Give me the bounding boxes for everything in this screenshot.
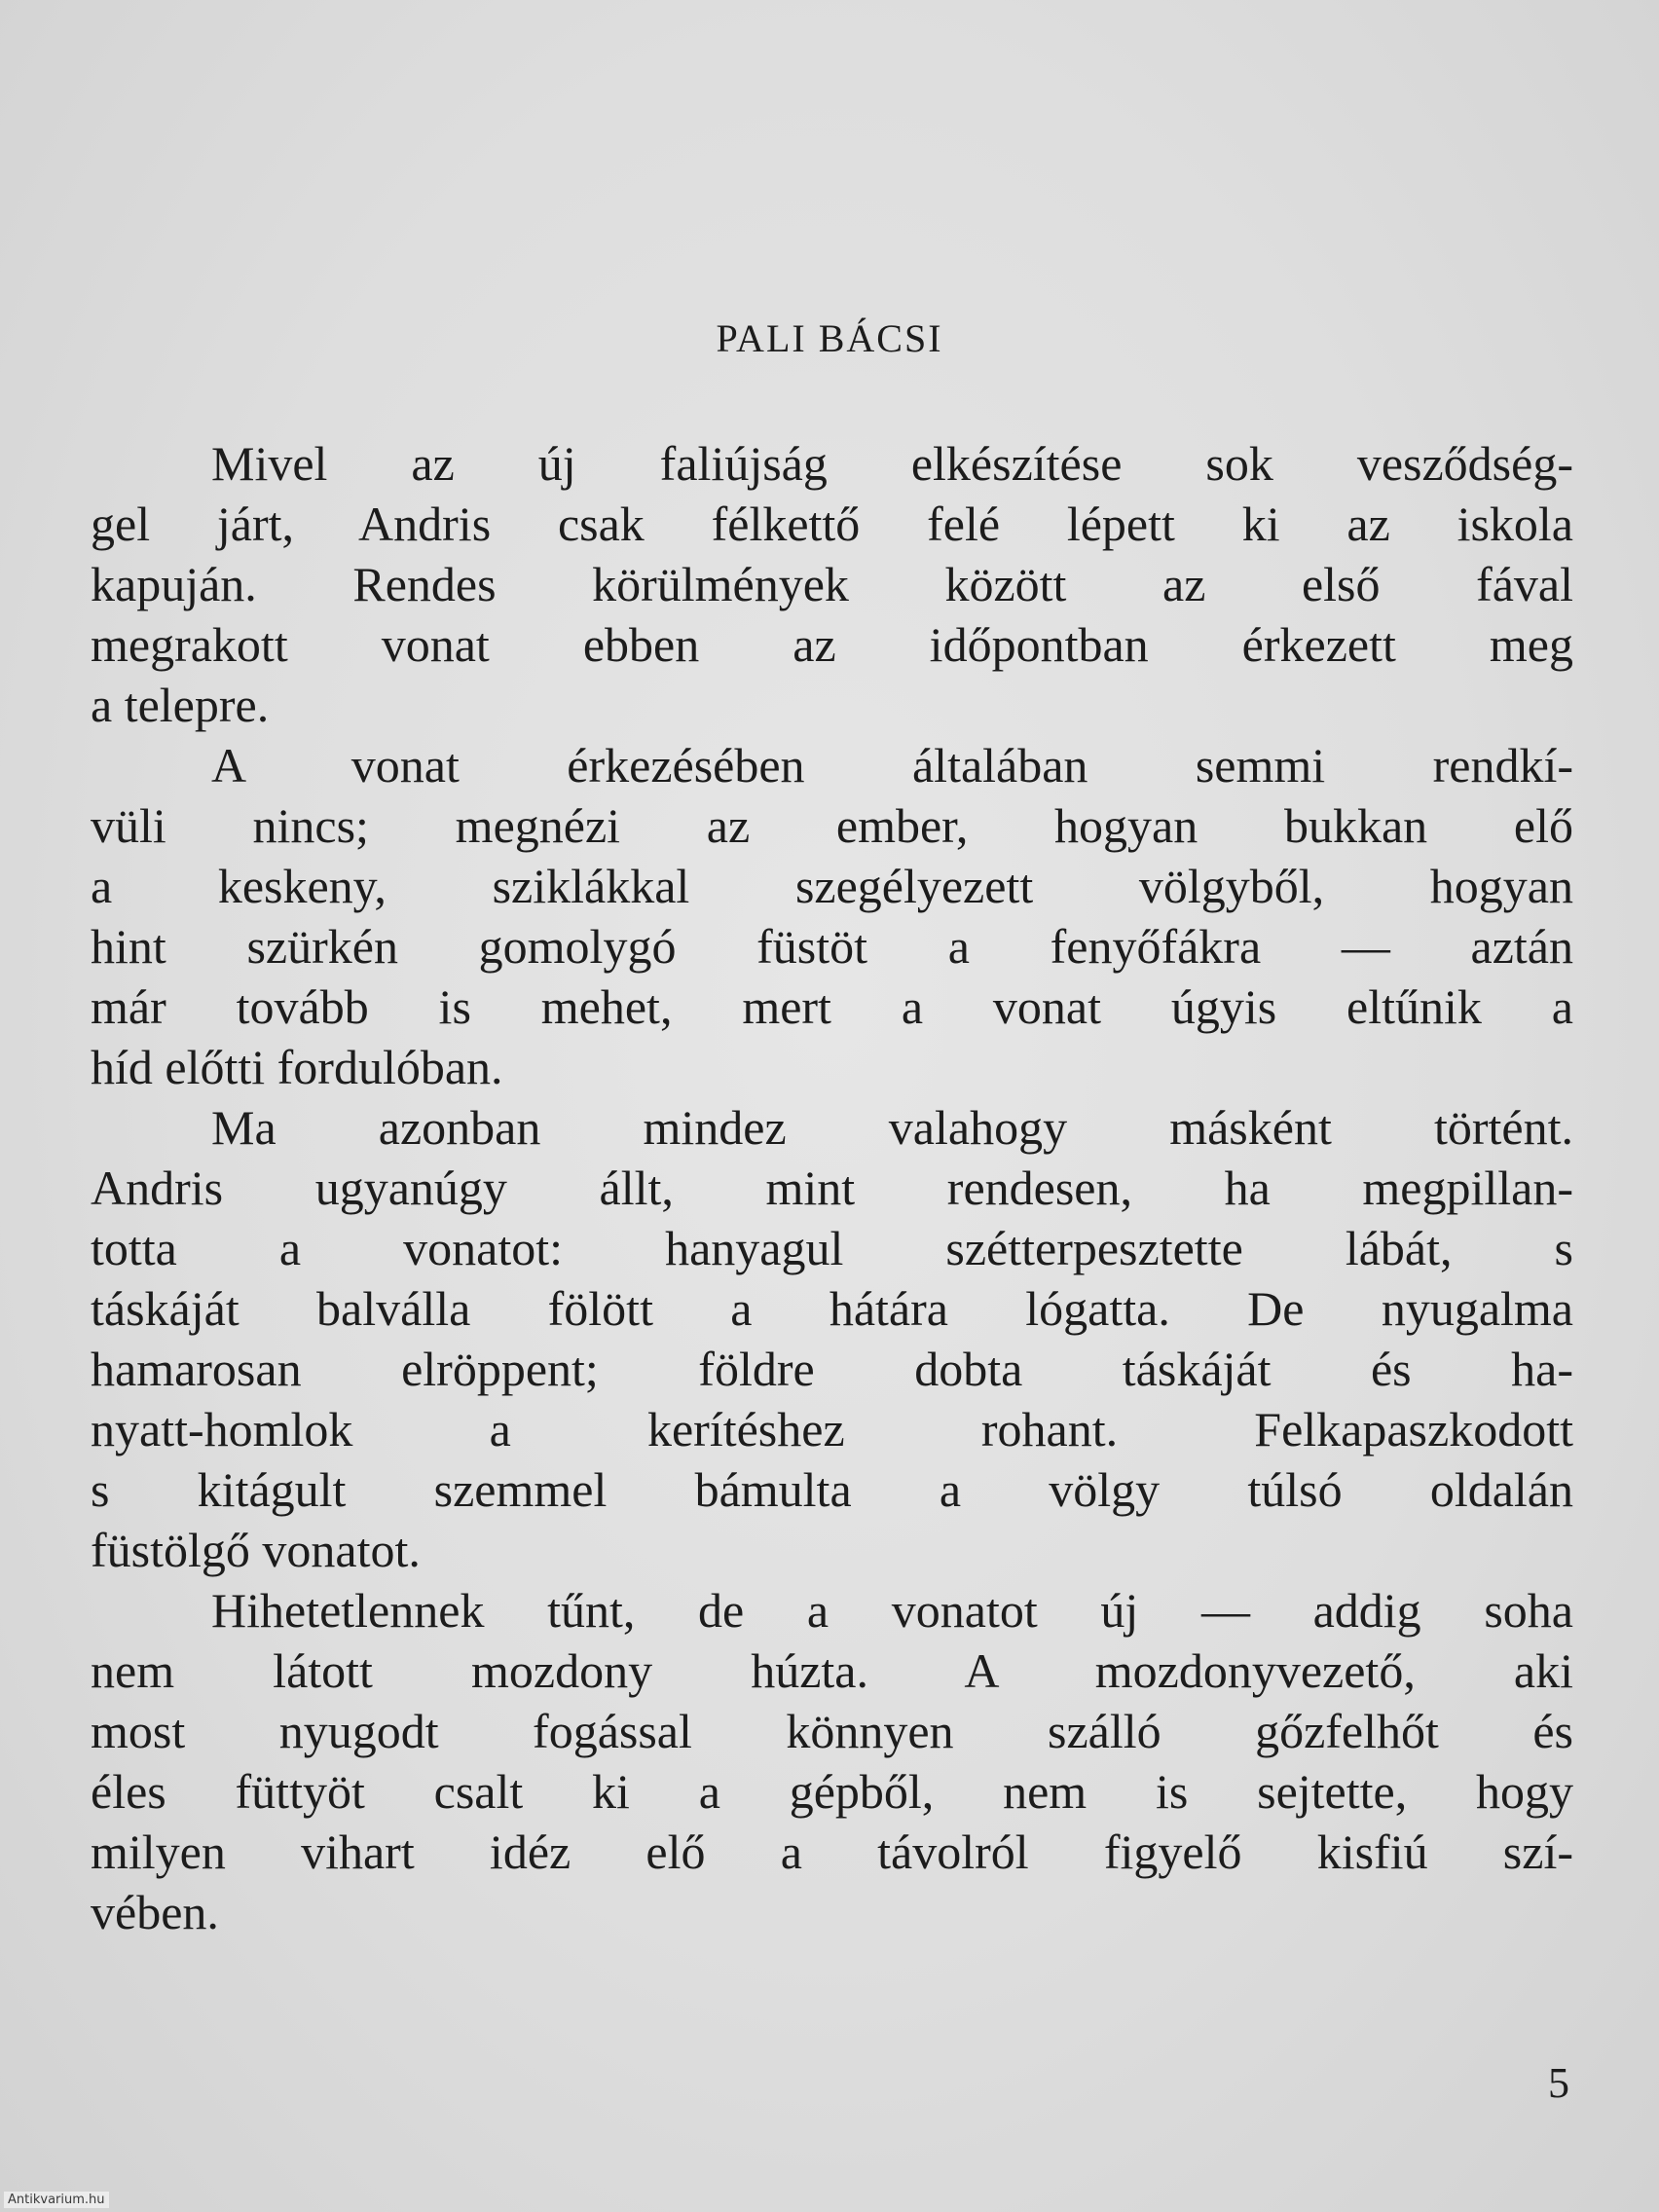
- text-line: Hihetetlennek tűnt, de a vonatot új — addig soha: [211, 1583, 1573, 1638]
- text-line: Mivel az új faliújság elkészítése sok vesződség-: [211, 436, 1573, 491]
- body-text: [91, 433, 1573, 1942]
- paragraph: [91, 735, 1573, 1097]
- text-line: gel járt, Andris csak félkettő felé lépett ki az iskola: [91, 497, 1573, 551]
- text-line: vüli nincs; megnézi az ember, hogyan bukkan elő: [91, 798, 1573, 853]
- text-line: füstölgő vonatot.: [91, 1523, 421, 1577]
- text-line: Ma azonban mindez valahogy másként történt.: [211, 1100, 1573, 1155]
- text-line: megrakott vonat ebben az időpontban érkezett meg: [91, 617, 1573, 672]
- text-line: nem látott mozdony húzta. A mozdonyvezető, aki: [91, 1643, 1573, 1698]
- text-line: már tovább is mehet, mert a vonat úgyis eltűnik a: [91, 979, 1573, 1034]
- paragraph: [91, 433, 1573, 735]
- text-line: a keskeny, sziklákkal szegélyezett völgyből, hogyan: [91, 859, 1573, 913]
- text-line: híd előtti fordulóban.: [91, 1040, 503, 1094]
- paragraph: [91, 1097, 1573, 1580]
- text-line: most nyugodt fogással könnyen szálló gőzfelhőt és: [91, 1704, 1573, 1758]
- text-line: éles füttyöt csalt ki a gépből, nem is sejtette, hogy: [91, 1764, 1573, 1819]
- text-line: nyatt-homlok a kerítéshez rohant. Felkapaszkodott: [91, 1402, 1573, 1456]
- text-line: táskáját balválla fölött a hátára lógatta. De nyugalma: [91, 1281, 1573, 1336]
- watermark: Antikvarium.hu: [4, 2192, 109, 2208]
- page-number: 5: [1548, 2059, 1569, 2107]
- text-line: totta a vonatot: hanyagul szétterpesztette lábát, s: [91, 1221, 1573, 1275]
- text-line: hamarosan elröppent; földre dobta táskáját és ha-: [91, 1342, 1573, 1396]
- chapter-title: PALI BÁCSI: [716, 316, 943, 360]
- text-line: kapuján. Rendes körülmények között az első fával: [91, 557, 1573, 611]
- text-line: A vonat érkezésében általában semmi rendkí-: [211, 738, 1573, 793]
- text-line: vében.: [91, 1885, 219, 1939]
- text-line: a telepre.: [91, 678, 270, 732]
- paragraph: [91, 1580, 1573, 1942]
- text-line: hint szürkén gomolygó füstöt a fenyőfákra — aztán: [91, 919, 1573, 974]
- text-line: s kitágult szemmel bámulta a völgy túlsó oldalán: [91, 1462, 1573, 1517]
- text-line: milyen vihart idéz elő a távolról figyelő kisfiú szí-: [91, 1825, 1573, 1879]
- text-line: Andris ugyanúgy állt, mint rendesen, ha megpillan-: [91, 1161, 1573, 1215]
